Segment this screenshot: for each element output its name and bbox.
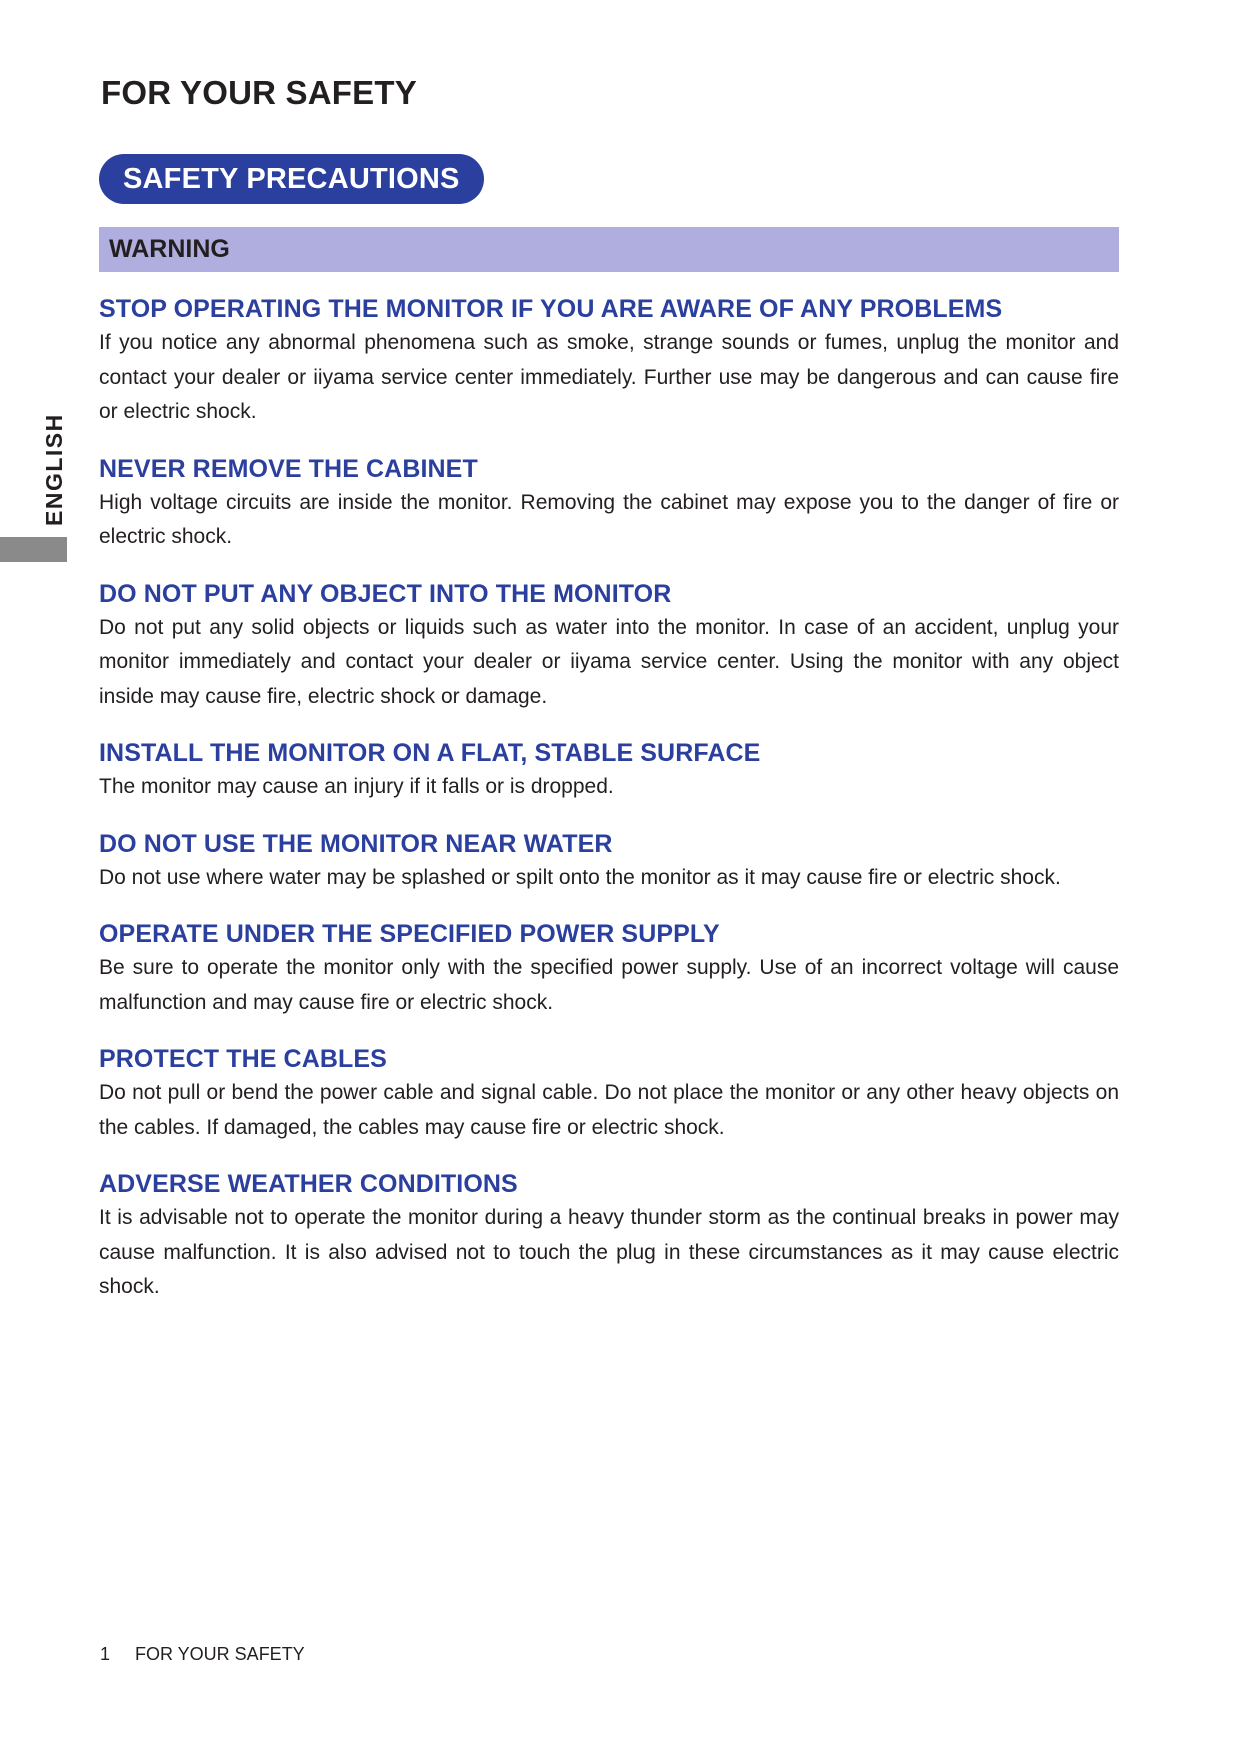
precaution-item xyxy=(99,917,1119,1020)
precaution-item xyxy=(99,292,1119,430)
precaution-text: Do not use where water may be splashed or spilt onto the monitor as it may cause fire or electric shock. xyxy=(99,865,1061,889)
precaution-text: Do not put any solid objects or liquids such as water into the monitor. In case of an accident, unplug your monitor immediately and contact your dealer or iiyama service center. Using the monitor with any object inside may cause fire, electric shock or damage. xyxy=(99,615,1119,708)
page-footer xyxy=(100,1644,305,1665)
precautions-list xyxy=(99,292,1119,1327)
precaution-item xyxy=(99,452,1119,555)
warning-banner: WARNING xyxy=(99,227,1119,272)
page-title: FOR YOUR SAFETY xyxy=(101,74,417,111)
precaution-text: Be sure to operate the monitor only with the specified power supply. Use of an incorrect voltage will cause malfunction and may cause fire or electric shock. xyxy=(99,956,1119,1014)
section-label: SAFETY PRECAUTIONS xyxy=(99,154,484,204)
language-tab-marker xyxy=(0,537,67,562)
precaution-item xyxy=(99,827,1119,896)
footer-title: FOR YOUR SAFETY xyxy=(135,1644,305,1664)
precaution-heading: STOP OPERATING THE MONITOR IF YOU ARE AWARE OF ANY PROBLEMS xyxy=(99,295,1003,323)
precaution-text: The monitor may cause an injury if it falls or is dropped. xyxy=(99,775,614,798)
precaution-heading: NEVER REMOVE THE CABINET xyxy=(99,454,478,483)
precaution-heading: OPERATE UNDER THE SPECIFIED POWER SUPPLY xyxy=(99,920,720,948)
precaution-heading: DO NOT USE THE MONITOR NEAR WATER xyxy=(99,829,613,858)
precaution-text: Do not pull or bend the power cable and signal cable. Do not place the monitor or any other heavy objects on the cables. If damaged, the cables may cause fire or electric shock. xyxy=(99,1081,1119,1139)
precaution-item xyxy=(99,1042,1119,1145)
precaution-text: If you notice any abnormal phenomena such as smoke, strange sounds or fumes, unplug the monitor and contact your dealer or iiyama service center immediately. Further use may be dangerous and can cause fire or electric shock. xyxy=(99,331,1119,423)
precaution-heading: INSTALL THE MONITOR ON A FLAT, STABLE SURFACE xyxy=(99,739,761,767)
precaution-item xyxy=(99,577,1119,715)
precaution-heading: DO NOT PUT ANY OBJECT INTO THE MONITOR xyxy=(99,579,672,608)
precaution-heading: ADVERSE WEATHER CONDITIONS xyxy=(99,1170,518,1198)
precaution-text: It is advisable not to operate the monitor during a heavy thunder storm as the continual breaks in power may cause malfunction. It is also advised not to touch the plug in these circumstances as it may cause electric shock. xyxy=(99,1206,1119,1298)
precaution-heading: PROTECT THE CABLES xyxy=(99,1045,387,1073)
page-number: 1 xyxy=(100,1644,111,1664)
precaution-item xyxy=(99,736,1119,805)
language-label: ENGLISH xyxy=(41,413,67,526)
precaution-item xyxy=(99,1167,1119,1305)
precaution-text: High voltage circuits are inside the monitor. Removing the cabinet may expose you to the danger of fire or electric shock. xyxy=(99,490,1119,548)
